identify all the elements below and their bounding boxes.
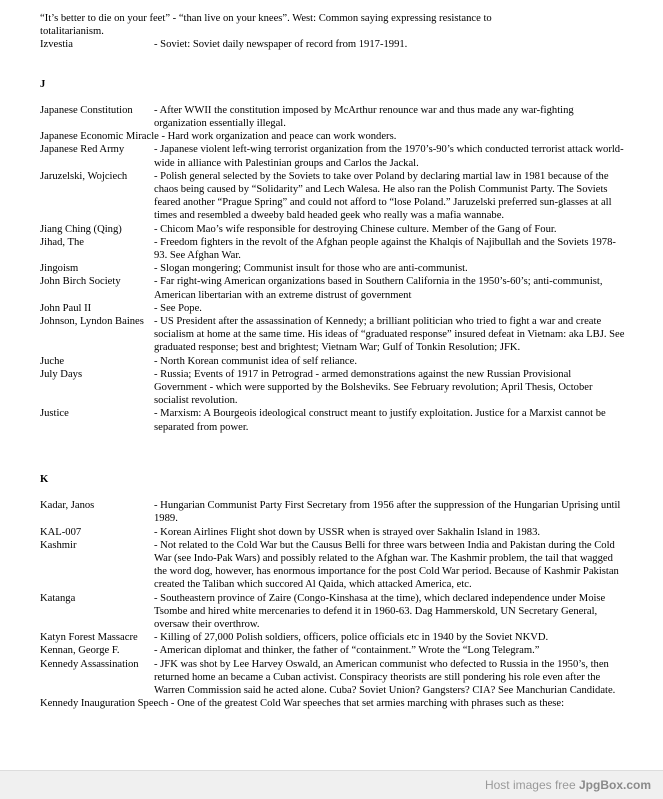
entry-definition: - Marxism: A Bourgeois ideological construct meant to justify exploitation. Justice for a Marxist cannot be separated from power. (154, 408, 606, 433)
glossary-entry (40, 368, 625, 408)
entry-term: Juche (40, 355, 65, 367)
image-host-footer (0, 770, 663, 799)
entry-definition: - See Pope. (154, 302, 202, 314)
entry-definition: - Freedom fighters in the revolt of the Afghan people against the Khalqis of Najibullah and the Soviets 1978-93. See Afghan War. (154, 236, 616, 262)
entry-definition: - After WWII the constitution imposed by McArthur renounce war and thus made any war-fighting organization essentially illegal. (154, 104, 574, 130)
glossary-entry (40, 592, 625, 632)
entry-term: John Paul II (40, 302, 92, 314)
glossary-entry (40, 236, 625, 262)
entry-definition: - Far right-wing American organizations based in Southern California in the 1950’s-60’s; anti-communist, American libertarian with an extreme distrust of government (154, 276, 603, 301)
glossary-entry (40, 130, 625, 143)
entry-term: Kennedy Assassination (40, 658, 139, 670)
glossary-entry (40, 302, 625, 315)
entry-term: Japanese Constitution (40, 104, 133, 116)
entry-term: Kennedy Inauguration Speech (40, 698, 169, 710)
glossary-entry (40, 499, 625, 525)
entry-definition: - Russia; Events of 1917 in Petrograd - armed demonstrations against the new Russian Provisional Government - which were supported by the Bolsheviks. See February revolution; April Thesis, October socialist revolution. (154, 368, 593, 407)
entry-term: “It’s better to die on your feet” - “than live on your knees”. West: Common saying expressing resistance to (40, 13, 492, 24)
entry-term: John Birch Society (40, 276, 121, 288)
glossary-entry-izvestia (40, 38, 625, 51)
section-heading-k: K (40, 473, 49, 485)
glossary-entry (40, 275, 625, 301)
glossary-entry (40, 631, 625, 644)
entry-term: Jiang Ching (Qing) (40, 223, 122, 235)
watermark-link[interactable] (485, 778, 651, 792)
glossary-entry (40, 697, 625, 710)
entry-term: Japanese Red Army (40, 144, 125, 156)
entry-definition: - Slogan mongering; Communist insult for those who are anti-communist. (154, 263, 468, 275)
entry-definition: totalitarianism. (40, 26, 104, 38)
glossary-entry (40, 526, 625, 539)
glossary-entry (40, 170, 625, 223)
glossary-entry (40, 644, 625, 657)
entry-definition: - JFK was shot by Lee Harvey Oswald, an American communist who defected to Russia in the 1950’s, then returned home an became a Cuban activist. Conspiracy theorists are still pondering his role even after the Warren Commission said he acted alone. Cuba? Soviet Union? Gangsters? CIA? See Manchurian Candidate. (154, 658, 616, 696)
entry-term: July Days (40, 368, 83, 380)
entry-term: KAL-007 (40, 526, 82, 538)
entry-term: Jaruzelski, Wojciech (40, 170, 128, 182)
entry-definition: - Polish general selected by the Soviets to take over Poland by declaring martial law in 1981 because of the chaos being caused by “Solidarity” and Lech Walesa. He also ran the Polish Communist Party. The Soviets feared another “Prague Spring” and could not afford to “lose Poland.” Jaruzelski preferred sun-glasses at all times and resembled a dweeby bald headed geek who really was a mafia wannabe. (154, 170, 612, 222)
entry-definition: - Chicom Mao’s wife responsible for destroying Chinese culture. Member of the Gang of Four. (154, 223, 557, 235)
entry-definition: - Korean Airlines Flight shot down by USSR when is strayed over Sakhalin Island in 1983. (154, 526, 541, 538)
section-heading-j: J (40, 78, 46, 90)
glossary-entry (40, 262, 625, 275)
entry-definition: - Hungarian Communist Party First Secretary from 1956 after the suppression of the Hungarian Uprising until 1989. (154, 500, 621, 525)
entry-definition: - Japanese violent left-wing terrorist organization from the 1970’s-90’s which conducted terrorist attack world-wide in alliance with Palestinian groups and Carlos the Jackal. (154, 144, 624, 169)
glossary-entry (40, 355, 625, 368)
glossary-entry (40, 143, 625, 169)
entry-term: Justice (40, 408, 69, 420)
glossary-entry (40, 223, 625, 236)
entry-term: Japanese Economic Miracle (40, 131, 159, 143)
glossary-entry (40, 658, 625, 698)
entry-definition: - Soviet: Soviet daily newspaper of record from 1917-1991. (154, 39, 408, 51)
glossary-entry (40, 539, 625, 592)
entry-definition: - Killing of 27,000 Polish soldiers, officers, police officials etc in 1940 by the Soviet NKVD. (154, 632, 549, 644)
entry-definition: - North Korean communist idea of self reliance. (154, 355, 357, 367)
entry-definition: - American diplomat and thinker, the father of “containment.” Wrote the “Long Telegram.” (154, 645, 540, 657)
entry-term: Izvestia (40, 39, 73, 51)
entry-term: Johnson, Lyndon Baines (40, 316, 144, 328)
glossary-entry (40, 315, 625, 355)
entry-definition: - Southeastern province of Zaire (Congo-Kinshasa at the time), which declared independence under Moise Tsombe and hired white mercenaries to defend it in 1960-63. Dag Hammerskold, UN Secretary General, oversaw their overthrow. (154, 592, 606, 630)
entry-term: Kadar, Janos (40, 500, 95, 512)
entry-term: Katyn Forest Massacre (40, 632, 138, 644)
entry-term: Jihad, The (40, 236, 84, 248)
entry-definition: - One of the greatest Cold War speeches that set armies marching with phrases such as these: (170, 698, 565, 710)
glossary-entry (40, 407, 625, 433)
entry-term: Katanga (40, 592, 76, 604)
entry-definition: - Hard work organization and peace can work wonders. (161, 131, 397, 143)
entry-term: Kennan, George F. (40, 645, 120, 657)
watermark-prefix: Host images free (484, 778, 579, 792)
entry-definition: - US President after the assassination of Kennedy; a brilliant politician who tried to fight a war and create socialism at home at the same time. His ideas of “graduated response” insured defeat in Vietnam: aka LBJ. See graduated response; best and brightest; Vietnam War; Gulf of Tonkin Resolution; JFK. (154, 316, 625, 354)
glossary-entry-intro-saying (40, 12, 625, 38)
glossary-entry (40, 104, 625, 130)
entry-definition: - Not related to the Cold War but the Causus Belli for three wars between India and Pakistan during the Cold War (see Indo-Pak Wars) and possibly related to the Afghan war. The Kashmir problem, the tail that wagged the word dog, however, has enormous importance for the post Cold War period. Because of Kashmir Pakistan created the Taliban which succored Al Qaida, which attacked America, etc. (154, 539, 619, 591)
glossary-content (40, 12, 625, 710)
entry-term: Jingoism (40, 263, 79, 275)
watermark-brand: JpgBox.com (578, 778, 651, 792)
entry-term: Kashmir (40, 539, 77, 551)
